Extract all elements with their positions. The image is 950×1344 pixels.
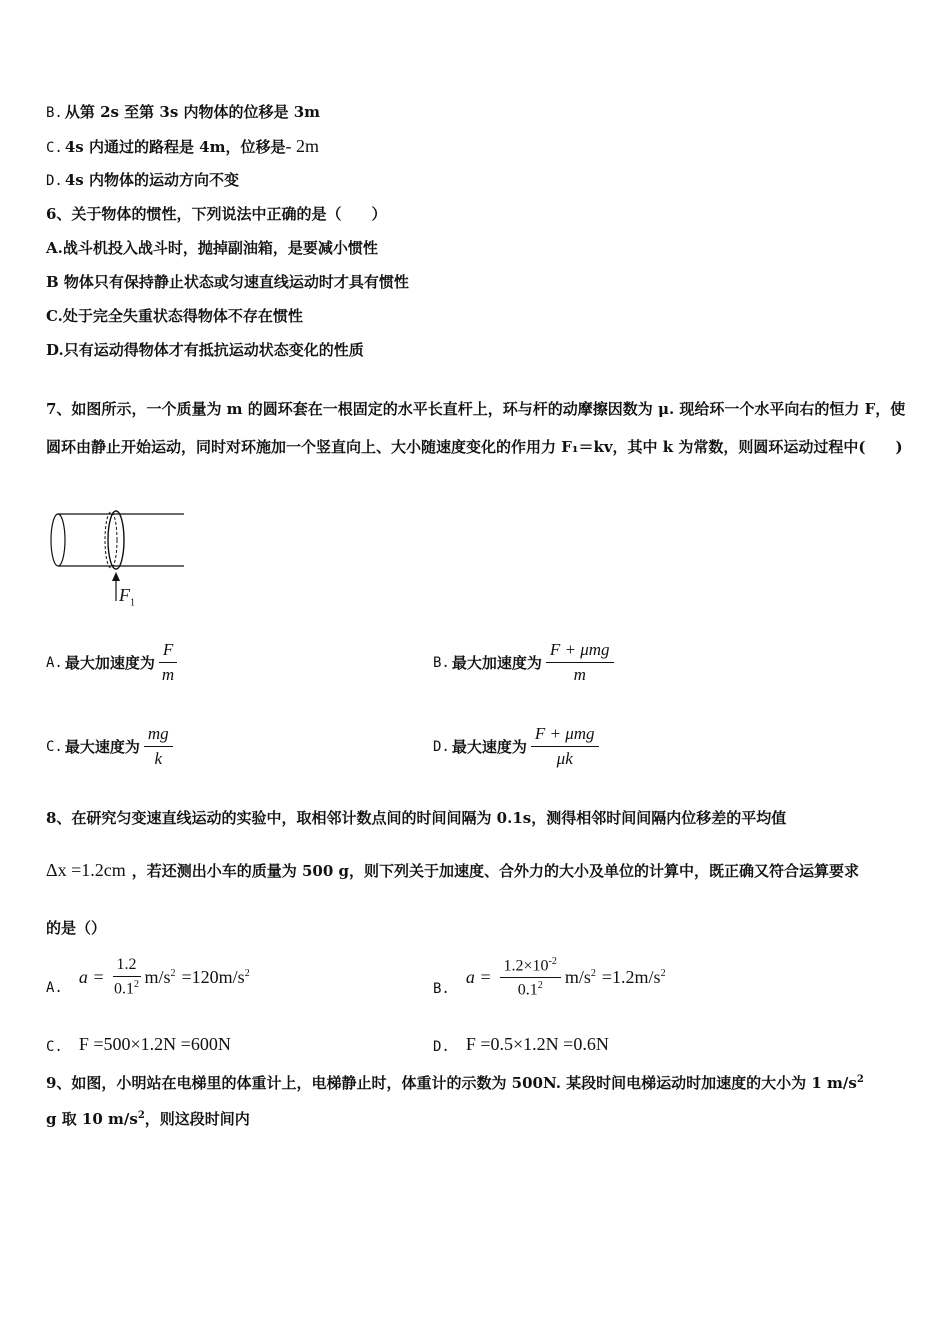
- fraction: $\frac{F}{m}$: [159, 640, 177, 685]
- option-label: A.: [46, 980, 63, 997]
- q6-option-a: A.战斗机投入战斗时，抛掉副油箱，是要减小惯性: [46, 239, 378, 257]
- fraction: $\frac{1.2}{0.1^2}$: [114, 956, 140, 998]
- q7-option-b: [433, 640, 614, 685]
- option-math: - 2m: [285, 136, 319, 156]
- fraction: $\frac{\text{F + μmg}}{m}$: [546, 640, 614, 685]
- option-equation: F =0.5×1.2N =0.6N: [465, 1034, 609, 1054]
- q7-option-a: [46, 640, 177, 685]
- option-text: 最大加速度为: [64, 654, 155, 672]
- option-label: D.: [433, 1038, 450, 1055]
- q5-option-d: [46, 170, 239, 191]
- option-label: D.: [46, 173, 63, 189]
- fraction: $\frac{mg}{k}$: [144, 724, 173, 769]
- option-text: 4s 内物体的运动方向不变: [64, 171, 239, 189]
- q8-stem: 8、在研究匀变速直线运动的实验中，取相邻计数点间的时间间隔为 0.1s，测得相邻时间间隔内位移差的平均值: [46, 809, 787, 827]
- q7-option-c: [46, 724, 173, 769]
- option-text: 最大加速度为: [451, 654, 542, 672]
- q7-option-d: [433, 724, 599, 769]
- option-text: 最大速度为: [64, 738, 140, 756]
- force-f1-label: $F_1$: [119, 585, 135, 609]
- q6-option-c: C.处于完全失重状态得物体不存在惯性: [46, 307, 303, 325]
- q8-option-c: [46, 1034, 231, 1055]
- given-delta-x: Δx =1.2cm: [46, 860, 126, 880]
- option-text: 4s 内通过的路程是 4m，位移是: [64, 138, 286, 156]
- q5-option-c: [46, 136, 319, 158]
- option-label: C.: [46, 140, 63, 156]
- q8-stem-cont: ，若还测出小车的质量为 500 g，则下列关于加速度、合外力的大小及单位的计算中，既正确又符合运算要求: [131, 862, 859, 880]
- fraction: $\frac{1.2\times 10^{-2}}{0.1^2}$: [500, 956, 561, 1000]
- q8-option-d: [433, 1034, 609, 1055]
- q8-stem-line3: 的是（）: [46, 919, 107, 937]
- q7-stem: 7、如图所示，一个质量为 m 的圆环套在一根固定的水平长直杆上，环与杆的动摩擦因数为 μ. 现给环一个水平向右的恒力 F，使圆环由静止开始运动，同时对环施加一个竖直向上、大小随速度变化的作用力 F₁＝kv，其中 k 为常数，则圆环运动过程中( ): [46, 400, 906, 456]
- q8-option-a: [46, 956, 250, 998]
- option-label: B.: [46, 105, 63, 121]
- option-label: C.: [46, 1038, 63, 1055]
- option-text: 从第 2s 至第 3s 内物体的位移是 3m: [64, 103, 321, 121]
- option-text: 最大速度为: [451, 738, 527, 756]
- q6-option-d: D.只有运动得物体才有抵抗运动状态变化的性质: [46, 341, 364, 359]
- q6-stem: 6、关于物体的惯性，下列说法中正确的是（ ）: [46, 205, 387, 223]
- q6-option-b: B 物体只有保持静止状态或匀速直线运动时才具有惯性: [46, 273, 409, 291]
- q9-stem: 9、如图，小明站在电梯里的体重计上，电梯静止时，体重计的示数为 500N. 某段时间电梯运动时加速度的大小为 1 $m/s^2$: [46, 1074, 864, 1092]
- option-label: B.: [433, 980, 450, 997]
- option-label: C.: [46, 738, 63, 755]
- q8-stem-line2: [46, 860, 859, 881]
- option-equation: a = $\frac{1.2}{0.1^2}$ $m/s^2$ $=120m/s^2$: [78, 956, 250, 998]
- option-equation: a = $\frac{1.2\times 10^{-2}}{0.1^2}$ $m/s^2$ $=1.2m/s^2$: [465, 956, 666, 999]
- option-label: B.: [433, 654, 450, 671]
- q8-option-b: [433, 956, 666, 1000]
- option-label: A.: [46, 654, 63, 671]
- option-label: D.: [433, 738, 450, 755]
- option-equation: F =500×1.2N =600N: [78, 1034, 231, 1054]
- fraction: $\frac{\text{F + μmg}}{\mu k}$: [531, 724, 599, 769]
- q5-option-b: [46, 102, 320, 123]
- q9-stem-line2: g 取 10 $m/s^2$，则这段时间内: [46, 1110, 250, 1128]
